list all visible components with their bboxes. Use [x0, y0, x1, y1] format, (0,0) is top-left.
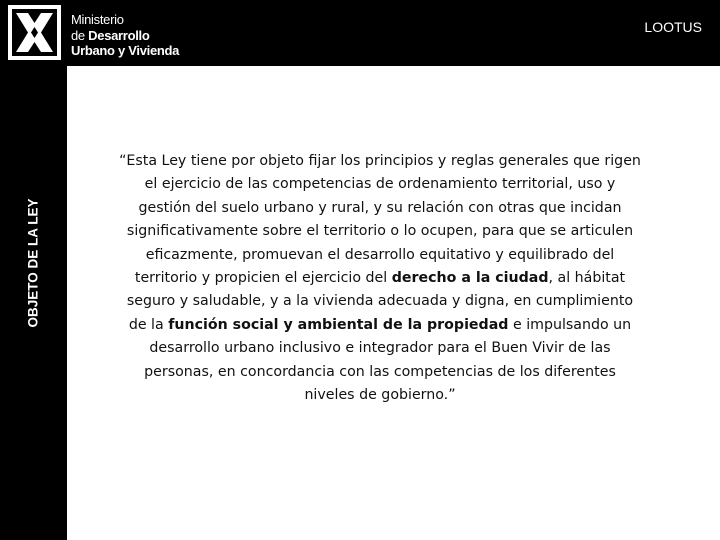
ministry-logo-icon [8, 5, 61, 60]
ministry-logo-text [71, 12, 179, 59]
highlight-social-function: función social y ambiental de la propiedad [168, 316, 509, 333]
logo-line-1: Ministerio [71, 12, 124, 27]
brand-label: LOOTUS [644, 19, 702, 35]
logo-line-2: de Desarrollo [71, 27, 150, 43]
law-objective-quote: “Esta Ley tiene por objeto fijar los principios y reglas generales que rigen el ejercicio de las competencias de ordenamiento territorial, uso y gestión del suelo urbano y rural, y su relación con otras que incidan significativamente sobre el territorio o lo ocupen, para que se articulen eficazmente, promuevan el desarrollo equitativo y equilibrado del territorio y propicien el ejercicio del derecho a la ciudad, al hábitat seguro y saludable, y a la vivienda adecuada y digna, en cumplimiento de la función social y ambiental de la propiedad e impulsando un desarrollo urbano inclusivo e integrador para el Buen Vivir de las personas, en concordancia con las competencias de los diferentes niveles de gobierno.” [119, 153, 641, 404]
header-bar [0, 0, 720, 66]
logo-line-3: Urbano y Vivienda [71, 43, 180, 58]
section-title-vertical: OBJETO DE LA LEY [25, 198, 41, 328]
highlight-right-to-city: derecho a la ciudad [391, 270, 549, 287]
